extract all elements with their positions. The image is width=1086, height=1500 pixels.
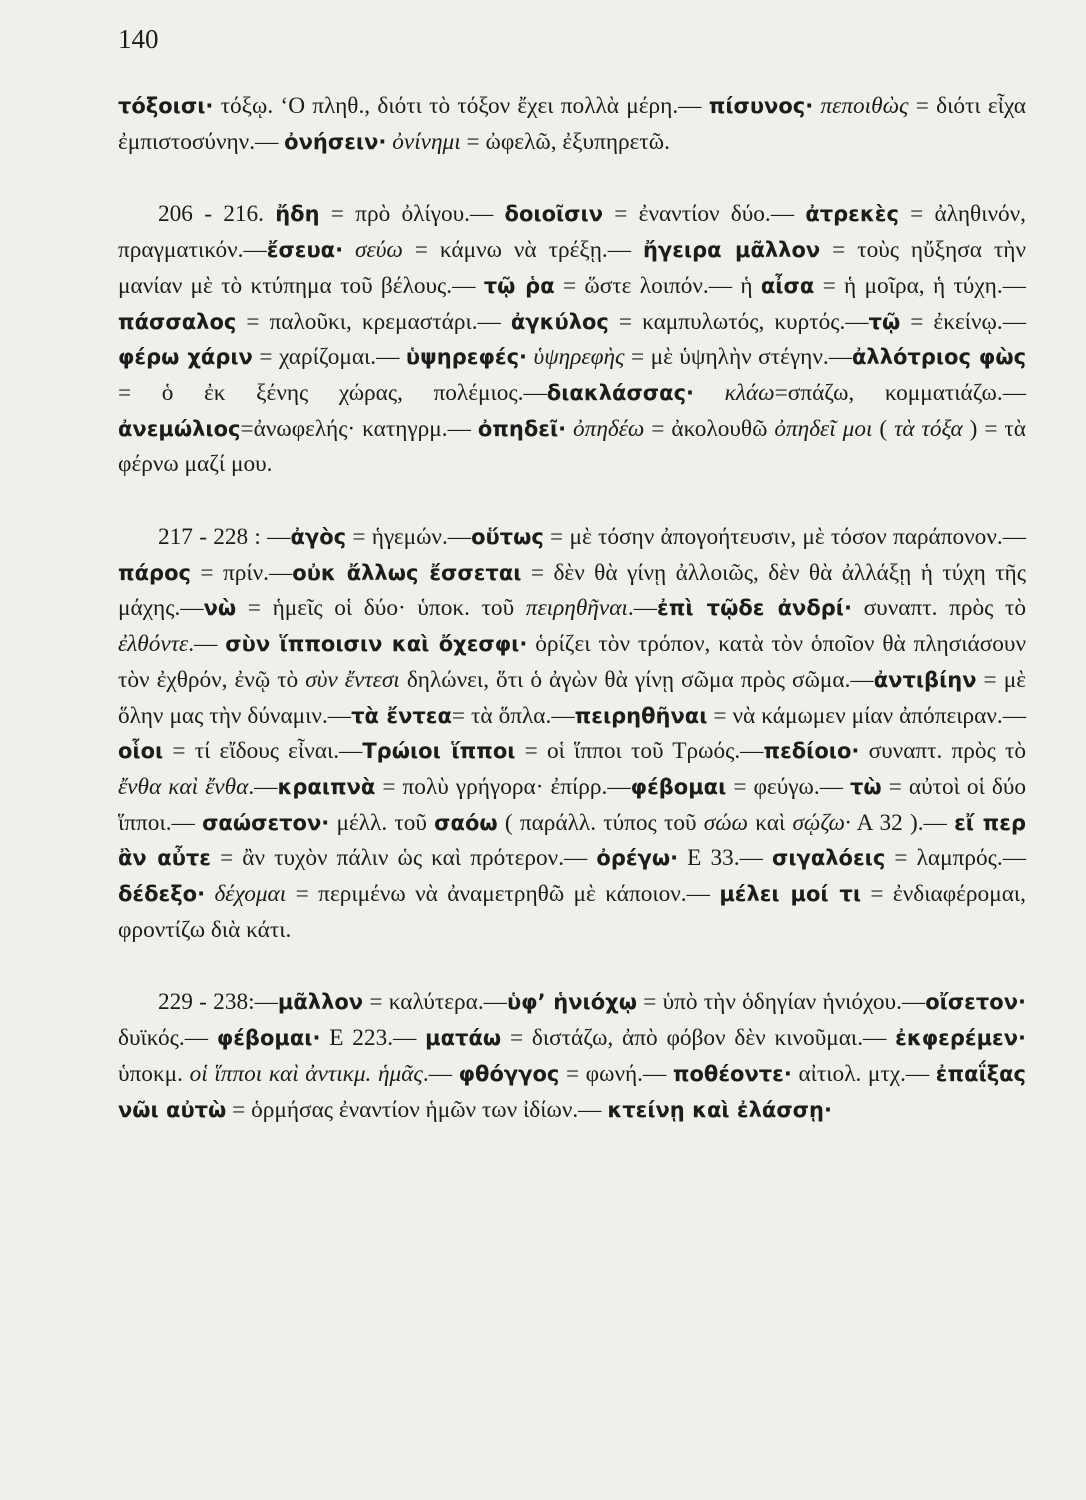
lemma: ἀτρεκὲς bbox=[805, 202, 899, 227]
gloss-text: = μὲ τόσην ἀπογοήτευσιν, μὲ τόσον παράπονον.— bbox=[543, 524, 1026, 551]
gloss-text: = διστάζω, ἀπὸ φόβον δὲν κινοῦμαι.— bbox=[501, 1025, 896, 1052]
italic-term: ἐλθόντε bbox=[118, 631, 189, 658]
gloss-text: .— bbox=[627, 595, 658, 622]
gloss-text: μέλλ. τοῦ bbox=[329, 809, 435, 836]
gloss-text: = κάμνω νὰ τρέξῃ.— bbox=[402, 237, 643, 264]
lemma: πειρηθῆναι bbox=[574, 703, 708, 728]
gloss-text: καὶ bbox=[747, 809, 793, 836]
gloss-text: = παλοῦκι, κρεμαστάρι.— bbox=[236, 308, 511, 335]
italic-term: ἔνθα καὶ ἔνθα bbox=[118, 773, 249, 800]
lemma: δοιοῖσιν bbox=[504, 202, 604, 227]
gloss-text: = ὁρμήσας ἐναντίον ἡμῶν των ἰδίων.— bbox=[226, 1096, 608, 1123]
lemma: πάρος bbox=[118, 560, 191, 585]
lemma: φθόγγος bbox=[458, 1061, 560, 1086]
gloss-text: = πρίν.— bbox=[190, 559, 293, 586]
gloss-text: = περιμένω νὰ ἀναμετρηθῶ μὲ κάποιον.— bbox=[286, 881, 720, 908]
paragraph bbox=[118, 197, 1026, 483]
page-number: 140 bbox=[118, 24, 159, 54]
gloss-text: = ἀκολουθῶ bbox=[644, 415, 775, 442]
lemma: μέλει μοί τι bbox=[719, 882, 862, 907]
lemma: σιγαλόεις bbox=[772, 846, 886, 871]
italic-term: ὀνίνημι bbox=[392, 128, 461, 155]
gloss-text: = φωνή.— bbox=[559, 1060, 673, 1087]
lemma: αἶσα bbox=[760, 273, 815, 298]
lemma: τὰ ἔντεα bbox=[351, 703, 452, 728]
gloss-text: = φεύγω.— bbox=[726, 773, 851, 800]
gloss-text: = ὠφελῶ, ἐξυπηρετῶ. bbox=[460, 128, 670, 155]
gloss-text bbox=[343, 237, 355, 263]
italic-term: ὀπηδεῖ μοι bbox=[774, 415, 873, 442]
italic-term: τὰ τόξα bbox=[894, 415, 963, 442]
gloss-text: δυϊκός.— bbox=[118, 1025, 217, 1052]
gloss-text: = ἀληθινόν, πραγματικόν.— bbox=[118, 201, 1026, 264]
gloss-text: = ὁ ἐκ ξένης χώρας, πολέμιος.— bbox=[118, 379, 547, 406]
gloss-text bbox=[566, 416, 573, 442]
gloss-text: = ἡγεμών.— bbox=[346, 524, 472, 551]
commentary-body bbox=[118, 89, 1026, 1128]
gloss-text bbox=[694, 380, 725, 406]
lemma: ποθέοντε· bbox=[672, 1061, 792, 1086]
lemma: σαόω bbox=[434, 810, 498, 835]
paragraph bbox=[118, 89, 1026, 160]
gloss-text: ( παράλλ. τύπος τοῦ bbox=[497, 809, 704, 836]
gloss-text: .— bbox=[188, 631, 226, 658]
lemma: ἀγκύλος bbox=[510, 309, 609, 334]
italic-term: σώω bbox=[703, 809, 748, 836]
gloss-text: 229 - 238:— bbox=[158, 989, 278, 1016]
gloss-text: = τί εἴδους εἶναι.— bbox=[163, 738, 363, 765]
lemma: ὑφ’ ἡνιόχῳ bbox=[506, 990, 637, 1015]
lemma: οὐκ ἄλλως ἔσσεται bbox=[292, 560, 522, 585]
lemma: κραιπνὰ bbox=[277, 774, 376, 799]
lemma: ὑψηρεφές· bbox=[405, 345, 527, 370]
gloss-text: αἰτιολ. μτχ.— bbox=[791, 1060, 936, 1087]
gloss-text: Ε 223.— bbox=[320, 1025, 426, 1052]
gloss-text: = ἂν τυχὸν πάλιν ὡς καὶ πρότερον.— bbox=[211, 845, 597, 872]
gloss-text: δηλώνει, ὅτι ὁ ἀγὼν θὰ γίνῃ σῶμα πρὸς σῶμα.— bbox=[399, 666, 874, 693]
italic-term: κλάω bbox=[724, 379, 775, 406]
paragraph bbox=[118, 520, 1026, 948]
gloss-text: = ἐναντίον δύο.— bbox=[603, 201, 806, 228]
lemma: δέδεξο· bbox=[118, 882, 206, 907]
lemma: ἐπαΐξας νῶι αὐτὼ bbox=[118, 1061, 1026, 1122]
lemma: ἀνεμώλιος bbox=[118, 416, 241, 441]
lemma: τῷ ῥα bbox=[483, 273, 555, 298]
gloss-text: = τοὺς ηὔξησα τὴν μανίαν μὲ τὸ κτύπημα τοῦ βέλους.— bbox=[118, 237, 1026, 299]
italic-term: ὑψηρεφὴς bbox=[533, 344, 625, 371]
lemma: τῷ bbox=[868, 309, 901, 334]
gloss-text: = νὰ κάμωμεν μίαν ἀπόπειραν.— bbox=[707, 702, 1027, 729]
lemma: πάσσαλος bbox=[118, 309, 237, 334]
gloss-text: συναπτ. πρὸς τὸ bbox=[859, 738, 1026, 765]
lemma: Τρώιοι ἵπποι bbox=[362, 739, 516, 764]
italic-term: πεποιθὼς bbox=[820, 93, 909, 119]
lemma: φέρω χάριν bbox=[118, 345, 253, 370]
gloss-text: ( bbox=[872, 415, 895, 442]
italic-term: σῴζω· bbox=[792, 809, 851, 836]
lemma: ἤδη bbox=[275, 202, 320, 227]
gloss-text: = τὰ ὅπλα.— bbox=[451, 702, 575, 729]
lemma: οἷοι bbox=[118, 739, 164, 764]
lemma: ἐπὶ τῷδε ἀνδρί· bbox=[657, 596, 852, 621]
gloss-text: = ἡμεῖς οἱ δύο· ὑποκ. τοῦ bbox=[236, 595, 526, 622]
gloss-text: τόξῳ. ‘Ο πληθ., διότι τὸ τόξον ἔχει πολλὰ μέρη.— bbox=[213, 93, 709, 119]
lemma: οἴσετον· bbox=[925, 990, 1026, 1015]
lemma: πίσυνος· bbox=[708, 94, 814, 118]
lemma: ἀλλότριος φὼς bbox=[852, 345, 1027, 370]
lemma: σὺν ἵπποισιν καὶ ὄχεσφι· bbox=[225, 632, 528, 657]
gloss-text: .— bbox=[422, 1060, 459, 1087]
gloss-text: 206 - 216. bbox=[158, 201, 276, 228]
gloss-text: = χαρίζομαι.— bbox=[252, 344, 406, 371]
lemma: πεδίοιο· bbox=[763, 739, 860, 764]
italic-term: πειρηθῆναι bbox=[525, 595, 628, 622]
gloss-text: = διότι εἶχα ἐμπιστοσύνην.— bbox=[118, 93, 1026, 155]
lemma: ἀντιβίην bbox=[873, 667, 977, 692]
gloss-text: = ἡ μοῖρα, ἡ τύχη.— bbox=[814, 272, 1026, 299]
paragraph bbox=[118, 985, 1026, 1128]
gloss-text: =ἀνωφελής· κατηγρμ.— bbox=[240, 415, 478, 442]
gloss-text: = δὲν θὰ γίνῃ ἀλλοιῶς, δὲν θὰ ἀλλάξῃ ἡ τύχη τῆς μάχης.— bbox=[118, 559, 1026, 622]
lemma: ἐκφερέμεν· bbox=[895, 1026, 1026, 1051]
gloss-text: .— bbox=[248, 773, 278, 800]
gloss-text: = οἱ ἵπποι τοῦ Τρωός.— bbox=[515, 738, 764, 765]
italic-term: οἱ ἵπποι καὶ ἀντικμ. ἡμᾶς bbox=[189, 1060, 423, 1087]
lemma: ἔσευα· bbox=[266, 238, 344, 263]
gloss-text: = ἐκείνῳ.— bbox=[900, 308, 1026, 335]
gloss-text: =σπάζω, κομματιάζω.— bbox=[774, 379, 1027, 406]
lemma: κτείνῃ καὶ ἐλάσσῃ· bbox=[607, 1097, 832, 1122]
gloss-text: = μὲ ὑψηλὴν στέγην.— bbox=[624, 344, 852, 371]
gloss-text: ὁρίζει τὸν τρόπον, κατὰ τὸν ὁποῖον θὰ πλησιάσουν τὸν ἐχθρόν, ἐνῷ τὸ bbox=[118, 631, 1026, 693]
italic-term: δέχομαι bbox=[214, 881, 287, 908]
lemma: διακλάσσας· bbox=[546, 380, 695, 405]
lemma: φέβομαι bbox=[630, 774, 727, 799]
gloss-text: 217 - 228 : — bbox=[158, 524, 291, 551]
lemma: ἤγειρα μᾶλλον bbox=[642, 238, 821, 263]
gloss-text: ὑποκμ. bbox=[118, 1060, 190, 1087]
lemma: μᾶλλον bbox=[277, 990, 364, 1015]
gloss-text: = μὲ ὅλην μας τὴν δύναμιν.— bbox=[118, 666, 1026, 729]
lemma: ὀρέγω· bbox=[596, 846, 679, 871]
lemma: εἴ περ ἂν αὖτε bbox=[118, 810, 1026, 871]
gloss-text: = ἐνδιαφέρομαι, φροντίζω διὰ κάτι. bbox=[118, 881, 1026, 943]
gloss-text: Α 32 ).— bbox=[850, 809, 955, 836]
gloss-text: = πολὺ γρήγορα· ἐπίρρ.— bbox=[375, 773, 631, 800]
italic-term: σὺν ἔντεσι bbox=[305, 666, 400, 693]
lemma: ὀνήσειν· bbox=[284, 129, 387, 154]
gloss-text: = πρὸ ὀλίγου.— bbox=[319, 201, 505, 228]
gloss-text: = αὐτοὶ οἱ δύο ἵπποι.— bbox=[118, 773, 1027, 836]
lemma: φέβομαι· bbox=[216, 1026, 321, 1051]
lemma: τόξοισι· bbox=[118, 94, 214, 118]
lemma: τὼ bbox=[850, 774, 882, 799]
gloss-text: = λαμπρός.— bbox=[885, 845, 1026, 872]
lemma: σαώσετον· bbox=[202, 810, 330, 835]
gloss-text: = καλύτερα.— bbox=[363, 989, 507, 1016]
gloss-text: συναπτ. πρὸς τὸ bbox=[851, 595, 1027, 622]
lemma: οὕτως bbox=[471, 525, 544, 550]
lemma: ματάω bbox=[425, 1026, 502, 1051]
italic-term: ὀπηδέω bbox=[573, 415, 645, 442]
gloss-text: = ὥστε λοιπόν.— ἡ bbox=[554, 272, 761, 299]
gloss-text: = ὑπὸ τὴν ὁδηγίαν ἡνιόχου.— bbox=[636, 989, 926, 1016]
lemma: νὼ bbox=[203, 596, 237, 621]
gloss-text: ) = τὰ φέρνω μαζί μου. bbox=[118, 415, 1026, 478]
gloss-text: = καμπυλωτός, κυρτός.— bbox=[608, 308, 869, 335]
lemma: ἀγὸς bbox=[290, 525, 347, 550]
lemma: ὀπηδεῖ· bbox=[477, 416, 567, 441]
gloss-text: Ε 33.— bbox=[678, 845, 772, 872]
italic-term: σεύω bbox=[355, 237, 403, 264]
